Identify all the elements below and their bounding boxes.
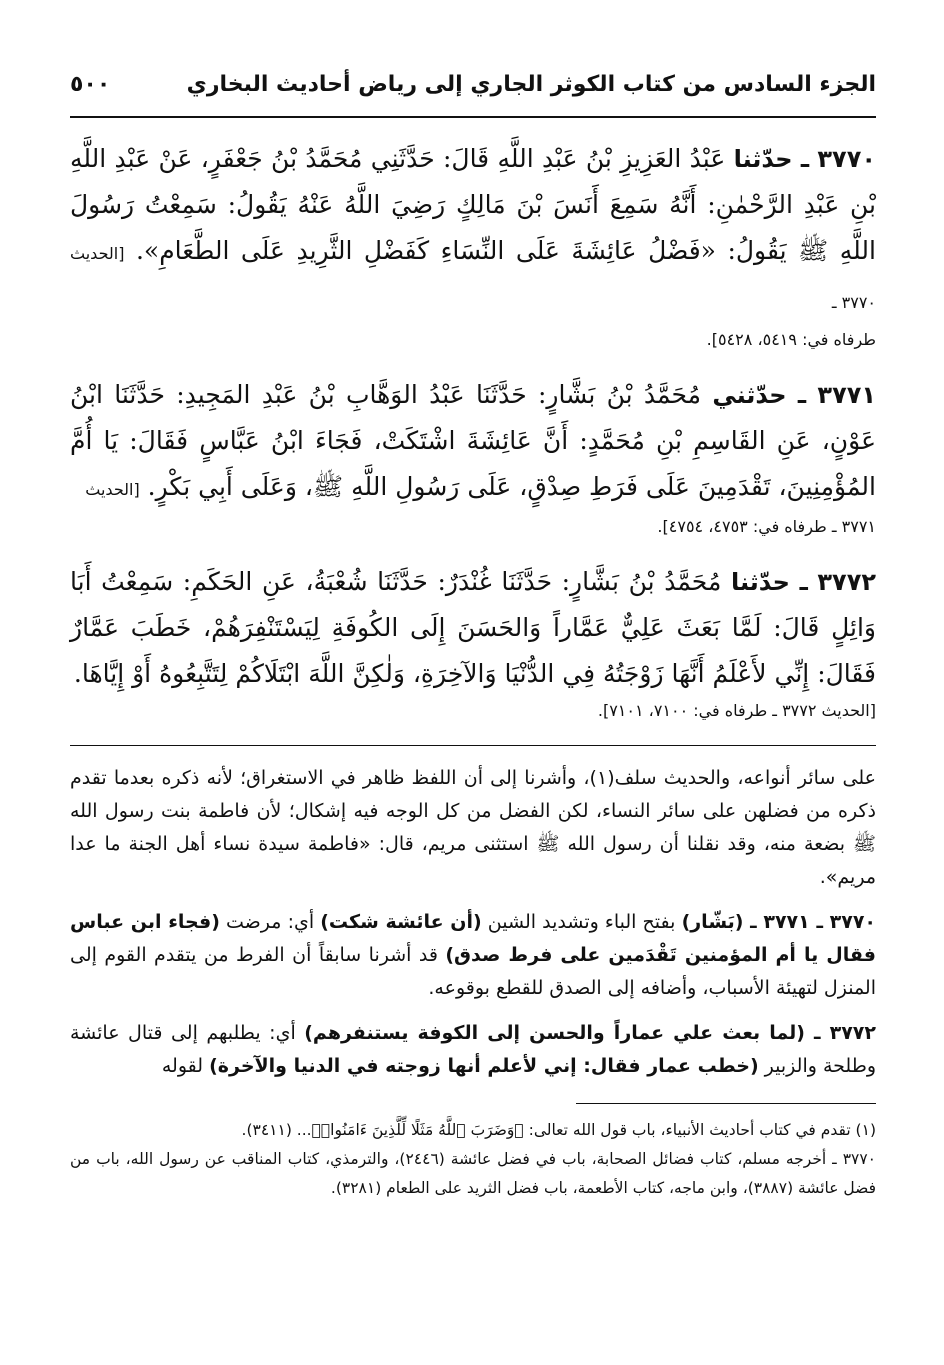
hadith-turuf: ٣٧٧١ ـ طرفاه في: ٤٧٥٣، ٤٧٥٤]. (657, 517, 876, 536)
running-title: الجزء السادس من كتاب الكوثر الجاري إلى رياض أحاديث البخاري (186, 72, 876, 97)
commentary-text: بفتح الباء وتشديد الشين (481, 911, 682, 933)
hadith-turuf: [الحديث ٣٧٧٢ ـ طرفاه في: ٧١٠٠، ٧١٠١]. (597, 701, 876, 720)
hadith-number: ٣٧٧٠ (817, 145, 876, 173)
footnotes (70, 1116, 876, 1203)
commentary-text: أي: يطلبهم إلى قتال عائشة وطلحة والزبير (70, 1022, 876, 1077)
commentary-paragraph (70, 1017, 876, 1083)
hadith-3772 (70, 559, 876, 725)
hadith-separator: ـ (799, 568, 808, 596)
hadith-turuf: طرفاه في: ٥٤١٩، ٥٤٢٨]. (706, 330, 876, 349)
text-commentary-divider (70, 745, 876, 746)
hadith-3771 (70, 372, 876, 541)
commentary-lemma: (فجاء ابن عباس فقال يا أم المؤمنين تَقْدَمين على فرط صدق) (70, 911, 876, 966)
hadith-number: ٣٧٧١ (817, 381, 877, 409)
footnote: (١) تقدم في كتاب أحاديث الأنبياء، باب قول الله تعالى: ﴿وَضَرَبَ ٱللَّهُ مَثَلًا لِّلَّذِينَ ءَامَنُوا۟﴾... (٣٤١١). (241, 1121, 876, 1139)
commentary-lemma: ٣٧٧٠ ـ ٣٧٧١ ـ (بَشّار) (681, 911, 877, 933)
hadith-opening: حدّثنا (730, 568, 790, 596)
commentary (70, 762, 876, 1083)
hadith-separator: ـ (800, 145, 810, 173)
page-number: ٥٠٠ (70, 72, 111, 97)
hadith-separator: ـ (797, 381, 807, 409)
hadith-text: مُحَمَّدُ بْنُ بَشَّارٍ: حَدَّثَنَا عَبْدُ الوَهَّابِ بْنُ عَبْدِ المَجِيدِ: حَدَّثَنَا ابْنُ عَوْنٍ، عَنِ القَاسِمِ بْنِ مُحَمَّدٍ: أَنَّ عَائِشَةَ اشْتَكَتْ، فَجَاءَ ابْنُ عَبَّاسٍ فَقَالَ: يَا أُمَّ المُؤْمِنِينَ، تَقْدَمِينَ عَلَى فَرَطِ صِدْقٍ، عَلَى رَسُولِ اللَّهِ ﷺ، وَعَلَى أَبِي بَكْرٍ. (70, 380, 876, 501)
hadith-opening: حدّثنا (733, 145, 793, 173)
commentary-lemma: (خطب عمار فقال: إني لأعلم أنها زوجته في الدنيا والآخرة) (209, 1055, 759, 1077)
footnote: ٣٧٧٠ ـ أخرجه مسلم، كتاب فضائل الصحابة، باب في فضل عائشة (٢٤٤٦)، والترمذي، كتاب المناقب عن رسول الله، باب من فضل عائشة (٣٨٨٧)، وابن ماجه، كتاب الأطعمة، باب فضل الثريد على الطعام (٣٢٨١). (70, 1150, 876, 1197)
footnote-divider (576, 1103, 876, 1104)
hadith-3770 (70, 136, 876, 354)
commentary-paragraph: على سائر أنواعه، والحديث سلف(١)، وأشرنا إلى أن اللفظ ظاهر في الاستغراق؛ لأنه ذكره بعدما تقدم ذكره من فضلهن على سائر النساء، لكن الفضل من كل الوجه فيه إشكال؛ لأن فاطمة بنت رسول الله ﷺ بضعة منه، وقد نقلنا أن رسول الله ﷺ استثنى مريم، قال: «فاطمة سيدة نساء أهل الجنة ما عدا مريم». (70, 767, 877, 888)
hadith-opening: حدّثني (712, 381, 787, 409)
commentary-lemma: (أن عائشة شكت) (320, 911, 482, 933)
hadith-reference: [الحديث (85, 480, 140, 499)
book-page (70, 72, 876, 1203)
commentary-text: لقوله (161, 1055, 210, 1077)
hadith-text: عَبْدُ العَزِيزِ بْنُ عَبْدِ اللَّهِ قَالَ: حَدَّثَنِي مُحَمَّدُ بْنُ جَعْفَرٍ، عَنْ عَبْدِ اللَّهِ بْنِ عَبْدِ الرَّحْمٰنِ: أَنَّهُ سَمِعَ أَنَسَ بْنَ مَالِكٍ رَضِيَ اللَّهُ عَنْهُ يَقُولُ: سَمِعْتُ رَسُولَ اللَّهِ ﷺ يَقُولُ: «فَضْلُ عَائِشَةَ عَلَى النِّسَاءِ كَفَضْلِ الثَّرِيدِ عَلَى الطَّعَامِ». (70, 144, 877, 265)
running-header (70, 72, 876, 118)
commentary-paragraph (70, 906, 876, 1005)
hadith-reference: [الحديث ٣٧٧٠ ـ (70, 244, 876, 312)
hadith-text: مُحَمَّدُ بْنُ بَشَّارٍ: حَدَّثَنَا غُنْدَرٌ: حَدَّثَنَا شُعْبَةُ، عَنِ الحَكَمِ: سَمِعْتُ أَبَا وَائِلٍ قَالَ: لَمَّا بَعَثَ عَلِيٌّ عَمَّاراً وَالحَسَنَ إِلَى الكُوفَةِ لِيَسْتَنْفِرَهُمْ، خَطَبَ عَمَّارٌ فَقَالَ: إِنِّي لأَعْلَمُ أَنَّهَا زَوْجَتُهُ فِي الدُّنْيَا وَالآخِرَةِ، وَلٰكِنَّ اللَّهَ ابْتَلَاكُمْ لِتَتَّبِعُوهُ أَوْ إِيَّاهَا. (70, 567, 876, 688)
commentary-lemma: ٣٧٧٢ ـ (لما بعث علي عماراً والحسن إلى الكوفة يستنفرهم) (304, 1022, 876, 1044)
hadith-number: ٣٧٧٢ (817, 568, 876, 596)
commentary-text: أي: مرضت (219, 911, 321, 933)
commentary-text: قد أشرنا سابقاً أن الفرط من يتقدم القوم إلى المنزل لتهيئة الأسباب، وأضافه إلى الصدق للقطع بوقوعه. (70, 944, 876, 999)
